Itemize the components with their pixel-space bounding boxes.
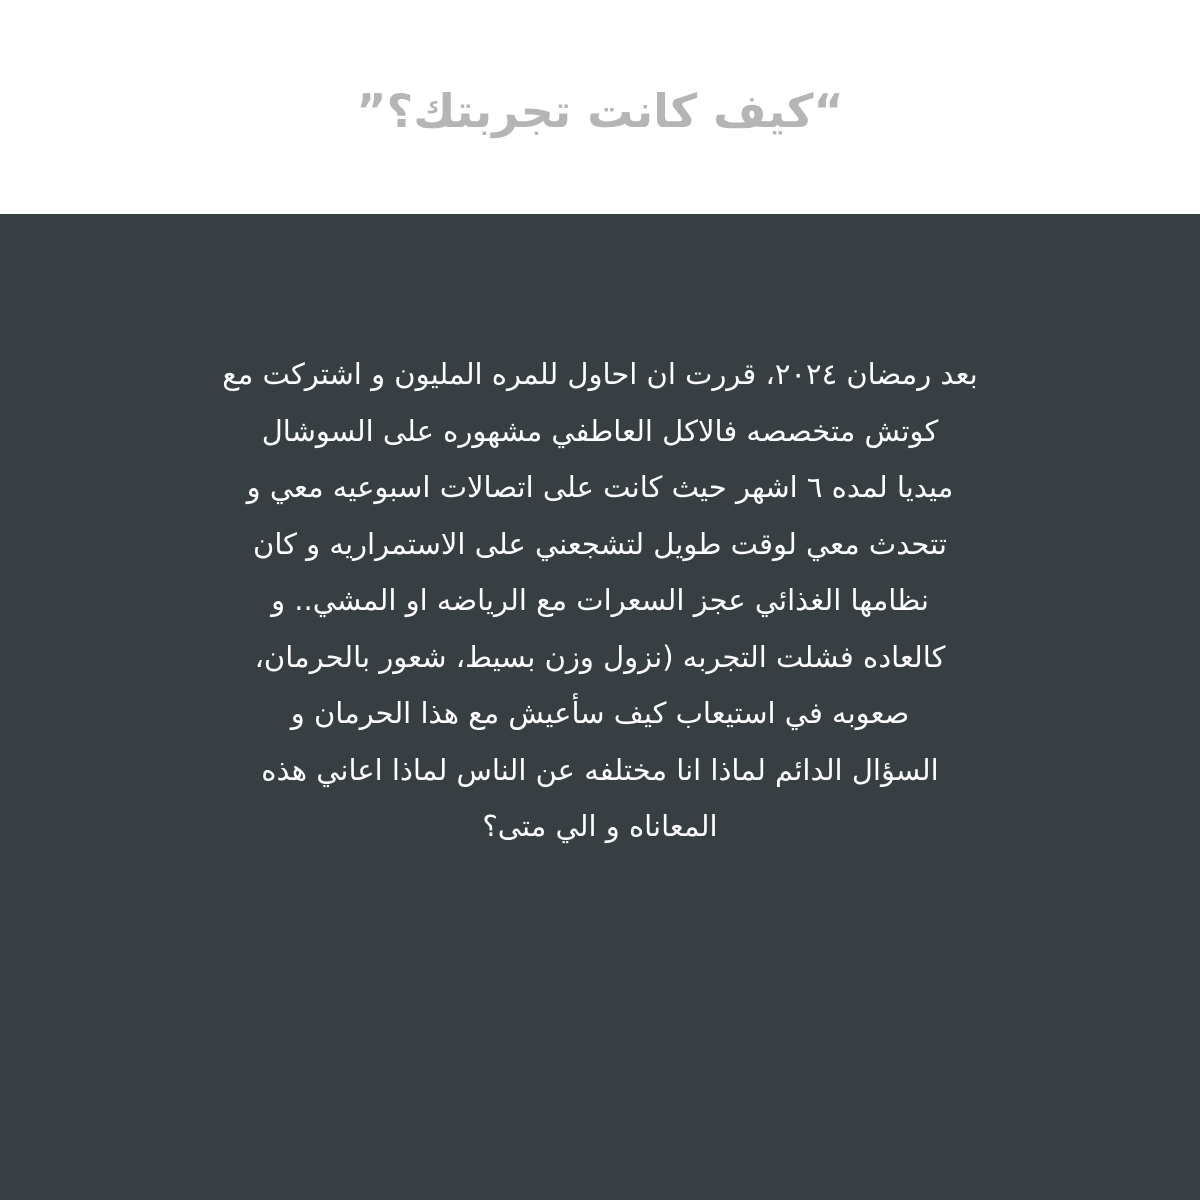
body-line: كالعاده فشلت التجربه (نزول وزن بسيط، شعور بالحرمان، xyxy=(254,639,946,674)
body-line: ميديا لمده ٦ اشهر حيث كانت على اتصالات اسبوعيه معي و xyxy=(246,470,954,504)
body-line: تتحدث معي لوقت طويل لتشجعني على الاستمراريه و كان xyxy=(253,526,947,561)
header xyxy=(0,0,1200,214)
body-text xyxy=(110,346,1090,855)
body-line: السؤال الدائم لماذا انا مختلفه عن الناس لماذا اعاني هذه xyxy=(261,752,939,787)
body-line: بعد رمضان ٢٠٢٤، قررت ان احاول للمره المليون و اشتركت مع xyxy=(222,357,978,391)
body-line: صعوبه في استيعاب كيف سأعيش مع هذا الحرمان و xyxy=(290,696,910,730)
body-line: كوتش متخصصه فالاكل العاطفي مشهوره على السوشال xyxy=(261,413,939,448)
body-line: المعاناه و الي متى؟ xyxy=(482,809,718,843)
body-line: نظامها الغذائي عجز السعرات مع الرياضه او المشي.. و xyxy=(271,583,929,617)
page-title: “كيف كانت تجربتك؟” xyxy=(356,84,844,138)
content-panel xyxy=(0,214,1200,1200)
